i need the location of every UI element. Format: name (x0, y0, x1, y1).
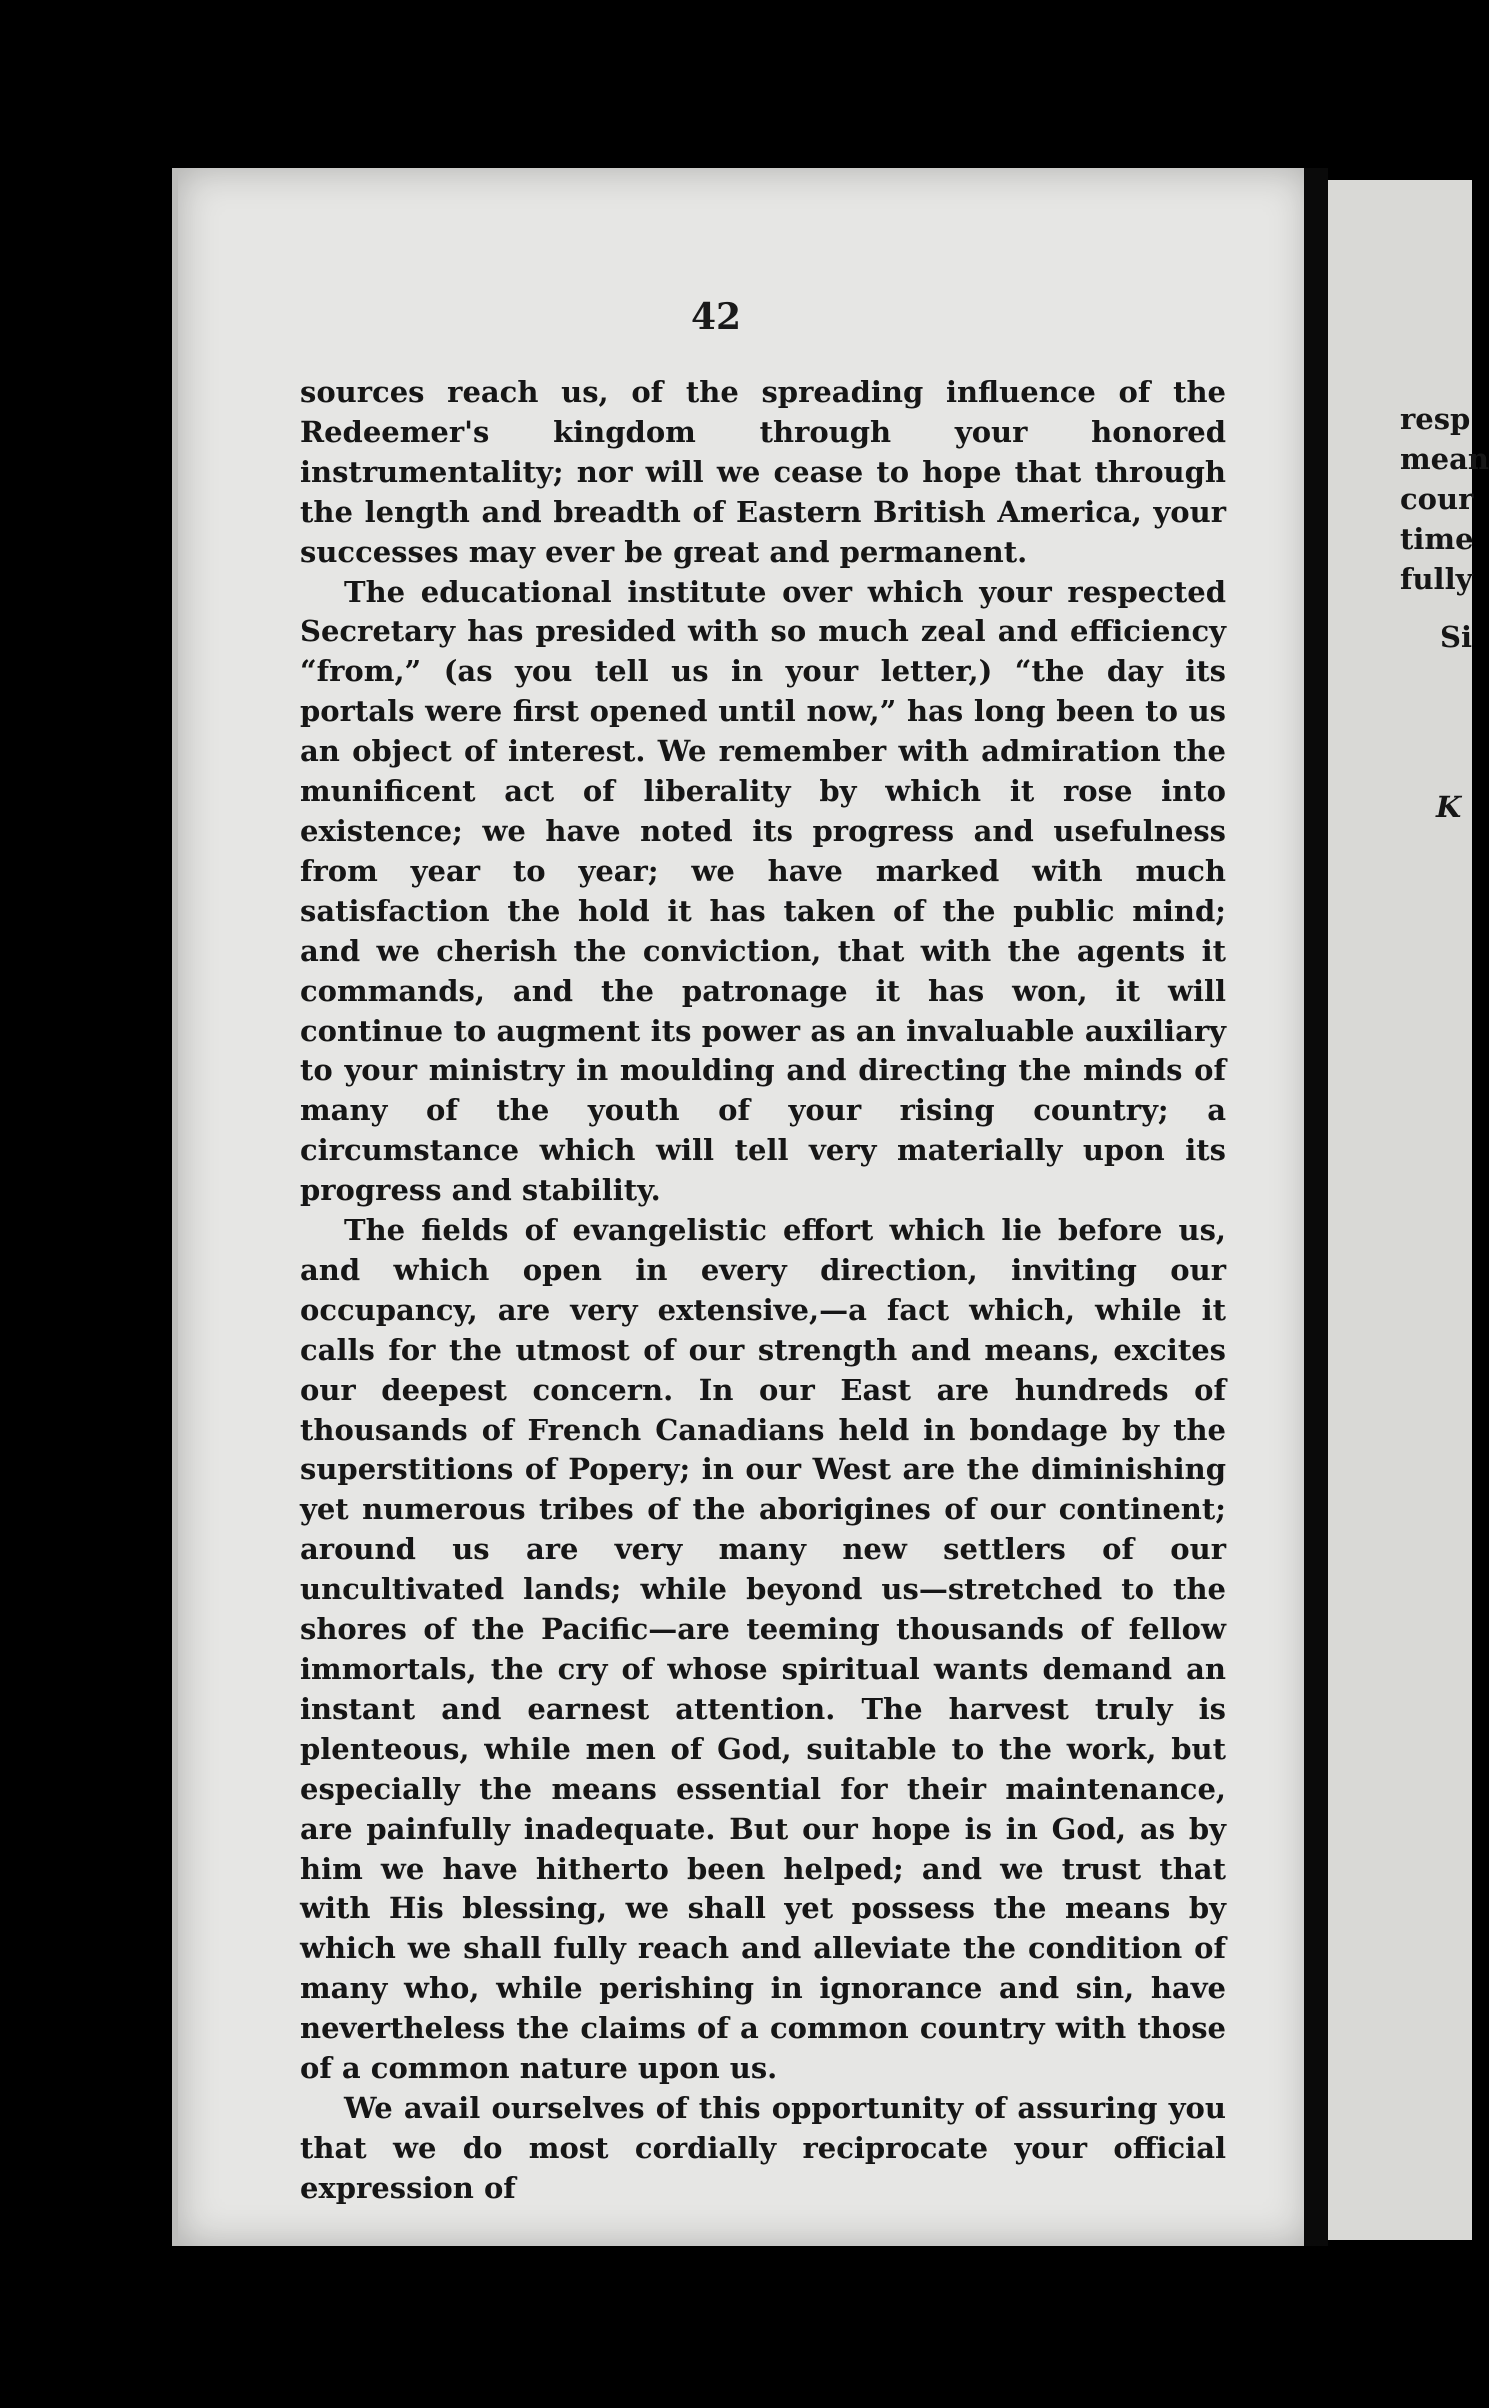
fragment-3: cour (1400, 482, 1474, 516)
paragraph-1: sources reach us, of the spreading influence of the Redeemer's kingdom through your honored instrumentality; nor will we cease to hope that through the length and breadth of Eastern British America, your successes may ever be great and permanent. (300, 375, 1226, 569)
book-gutter (1304, 168, 1328, 2246)
page-right-edge (1328, 180, 1489, 2240)
fragment-5: fully (1400, 562, 1473, 596)
page-left (172, 168, 1310, 2246)
fragment-6: Si (1440, 620, 1472, 654)
paragraph-2: The educational institute over which your respected Secretary has presided with so much zeal and efficiency “from,” (as you tell us in your letter,) “the day its portals were first opened until now,” has long been to us an object of interest. We remember with admiration the munificent act of liberality by which it rose into existence; we have noted its progress and usefulness from year to year; we have marked with much satisfaction the hold it has taken of the public mind; and we cherish the conviction, that with the agents it commands, and the patronage it has won, it will continue to augment its power as an invaluable auxiliary to your ministry in moulding and directing the minds of many of the youth of your rising country; a circumstance which will tell very materially upon its progress and stability. (300, 574, 1226, 1208)
fragment-4: time (1400, 522, 1474, 556)
fragment-7: K (1436, 790, 1462, 824)
fragment-2: mean (1400, 442, 1489, 476)
paragraph-3: The fields of evangelistic effort which lie before us, and which open in every direction, inviting our occupancy, are very extensive,—a fact which, while it calls for the utmost of our strength and means, excites our deepest concern. In our East are hundreds of thousands of French Canadians held in bondage by the superstitions of Popery; in our West are the diminishing yet numerous tribes of the aborigines of our continent; around us are very many new settlers of our uncultivated lands; while beyond us—stretched to the shores of the Pacific—are teeming thousands of fellow immortals, the cry of whose spiritual wants demand an instant and earnest attention. The harvest truly is plenteous, while men of God, suitable to the work, but especially the means essential for their maintenance, are painfully inadequate. But our hope is in God, as by him we have hitherto been helped; and we trust that with His blessing, we shall yet possess the means by which we shall fully reach and alleviate the condition of many who, while perishing in ignorance and sin, have nevertheless the claims of a common country with those of a common nature upon us. (300, 1213, 1226, 2086)
page-number: 42 (690, 296, 742, 338)
fragment-1: resp (1400, 402, 1471, 436)
body-text (300, 373, 1226, 2209)
paragraph-4: We avail ourselves of this opportunity of assuring you that we do most cordially reciprocate your official expression of (300, 2090, 1226, 2205)
